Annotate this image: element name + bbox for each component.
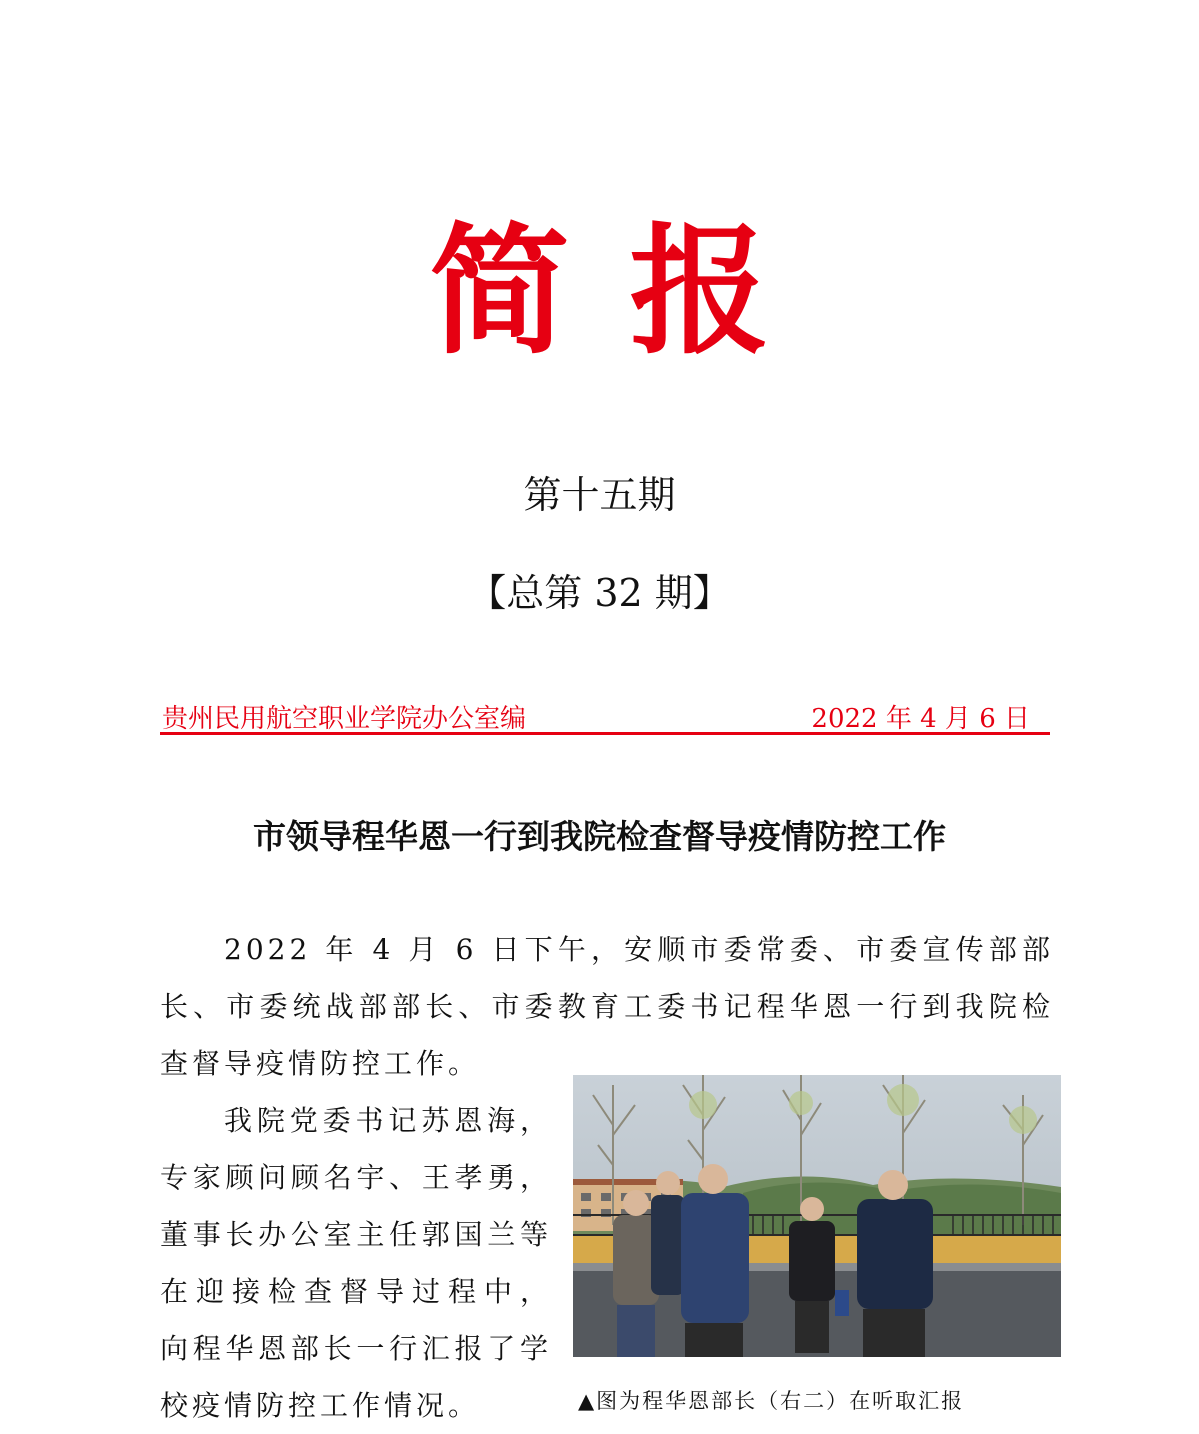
article-paragraph-2: 我院党委书记苏恩海，专家顾问顾名宇、王孝勇，董事长办公室主任郭国兰等在迎接检查督导过程中， 向程华恩部长一行汇报了学校疫情防控工作情况。 bbox=[160, 1104, 552, 1422]
red-divider bbox=[160, 732, 1050, 735]
total-issue-number: 【总第 32 期】 bbox=[468, 571, 731, 615]
publisher-line bbox=[160, 698, 1050, 734]
issue-number: 第十五期 bbox=[523, 473, 676, 517]
publisher: 贵州民用航空职业学院办公室编 bbox=[162, 704, 527, 734]
inspection-photo-illustration bbox=[573, 1075, 1061, 1357]
article-paragraph-1: 2022 年 4 月 6 日下午，安顺市委常委、市委宣传部部长、市委统战部部长、市委教育工委书记程华恩一行到我院检查督导疫情防控工作。 bbox=[160, 933, 1054, 1080]
article-title: 市领导程华恩一行到我院检查督导疫情防控工作 bbox=[253, 817, 946, 856]
publish-date: 2022 年 4 月 6 日 bbox=[811, 704, 1030, 734]
inspection-photo bbox=[573, 1075, 1061, 1357]
masthead-title: 简报 bbox=[429, 211, 830, 374]
photo-caption: ▲图为程华恩部长（右二）在听取汇报 bbox=[578, 1389, 965, 1413]
